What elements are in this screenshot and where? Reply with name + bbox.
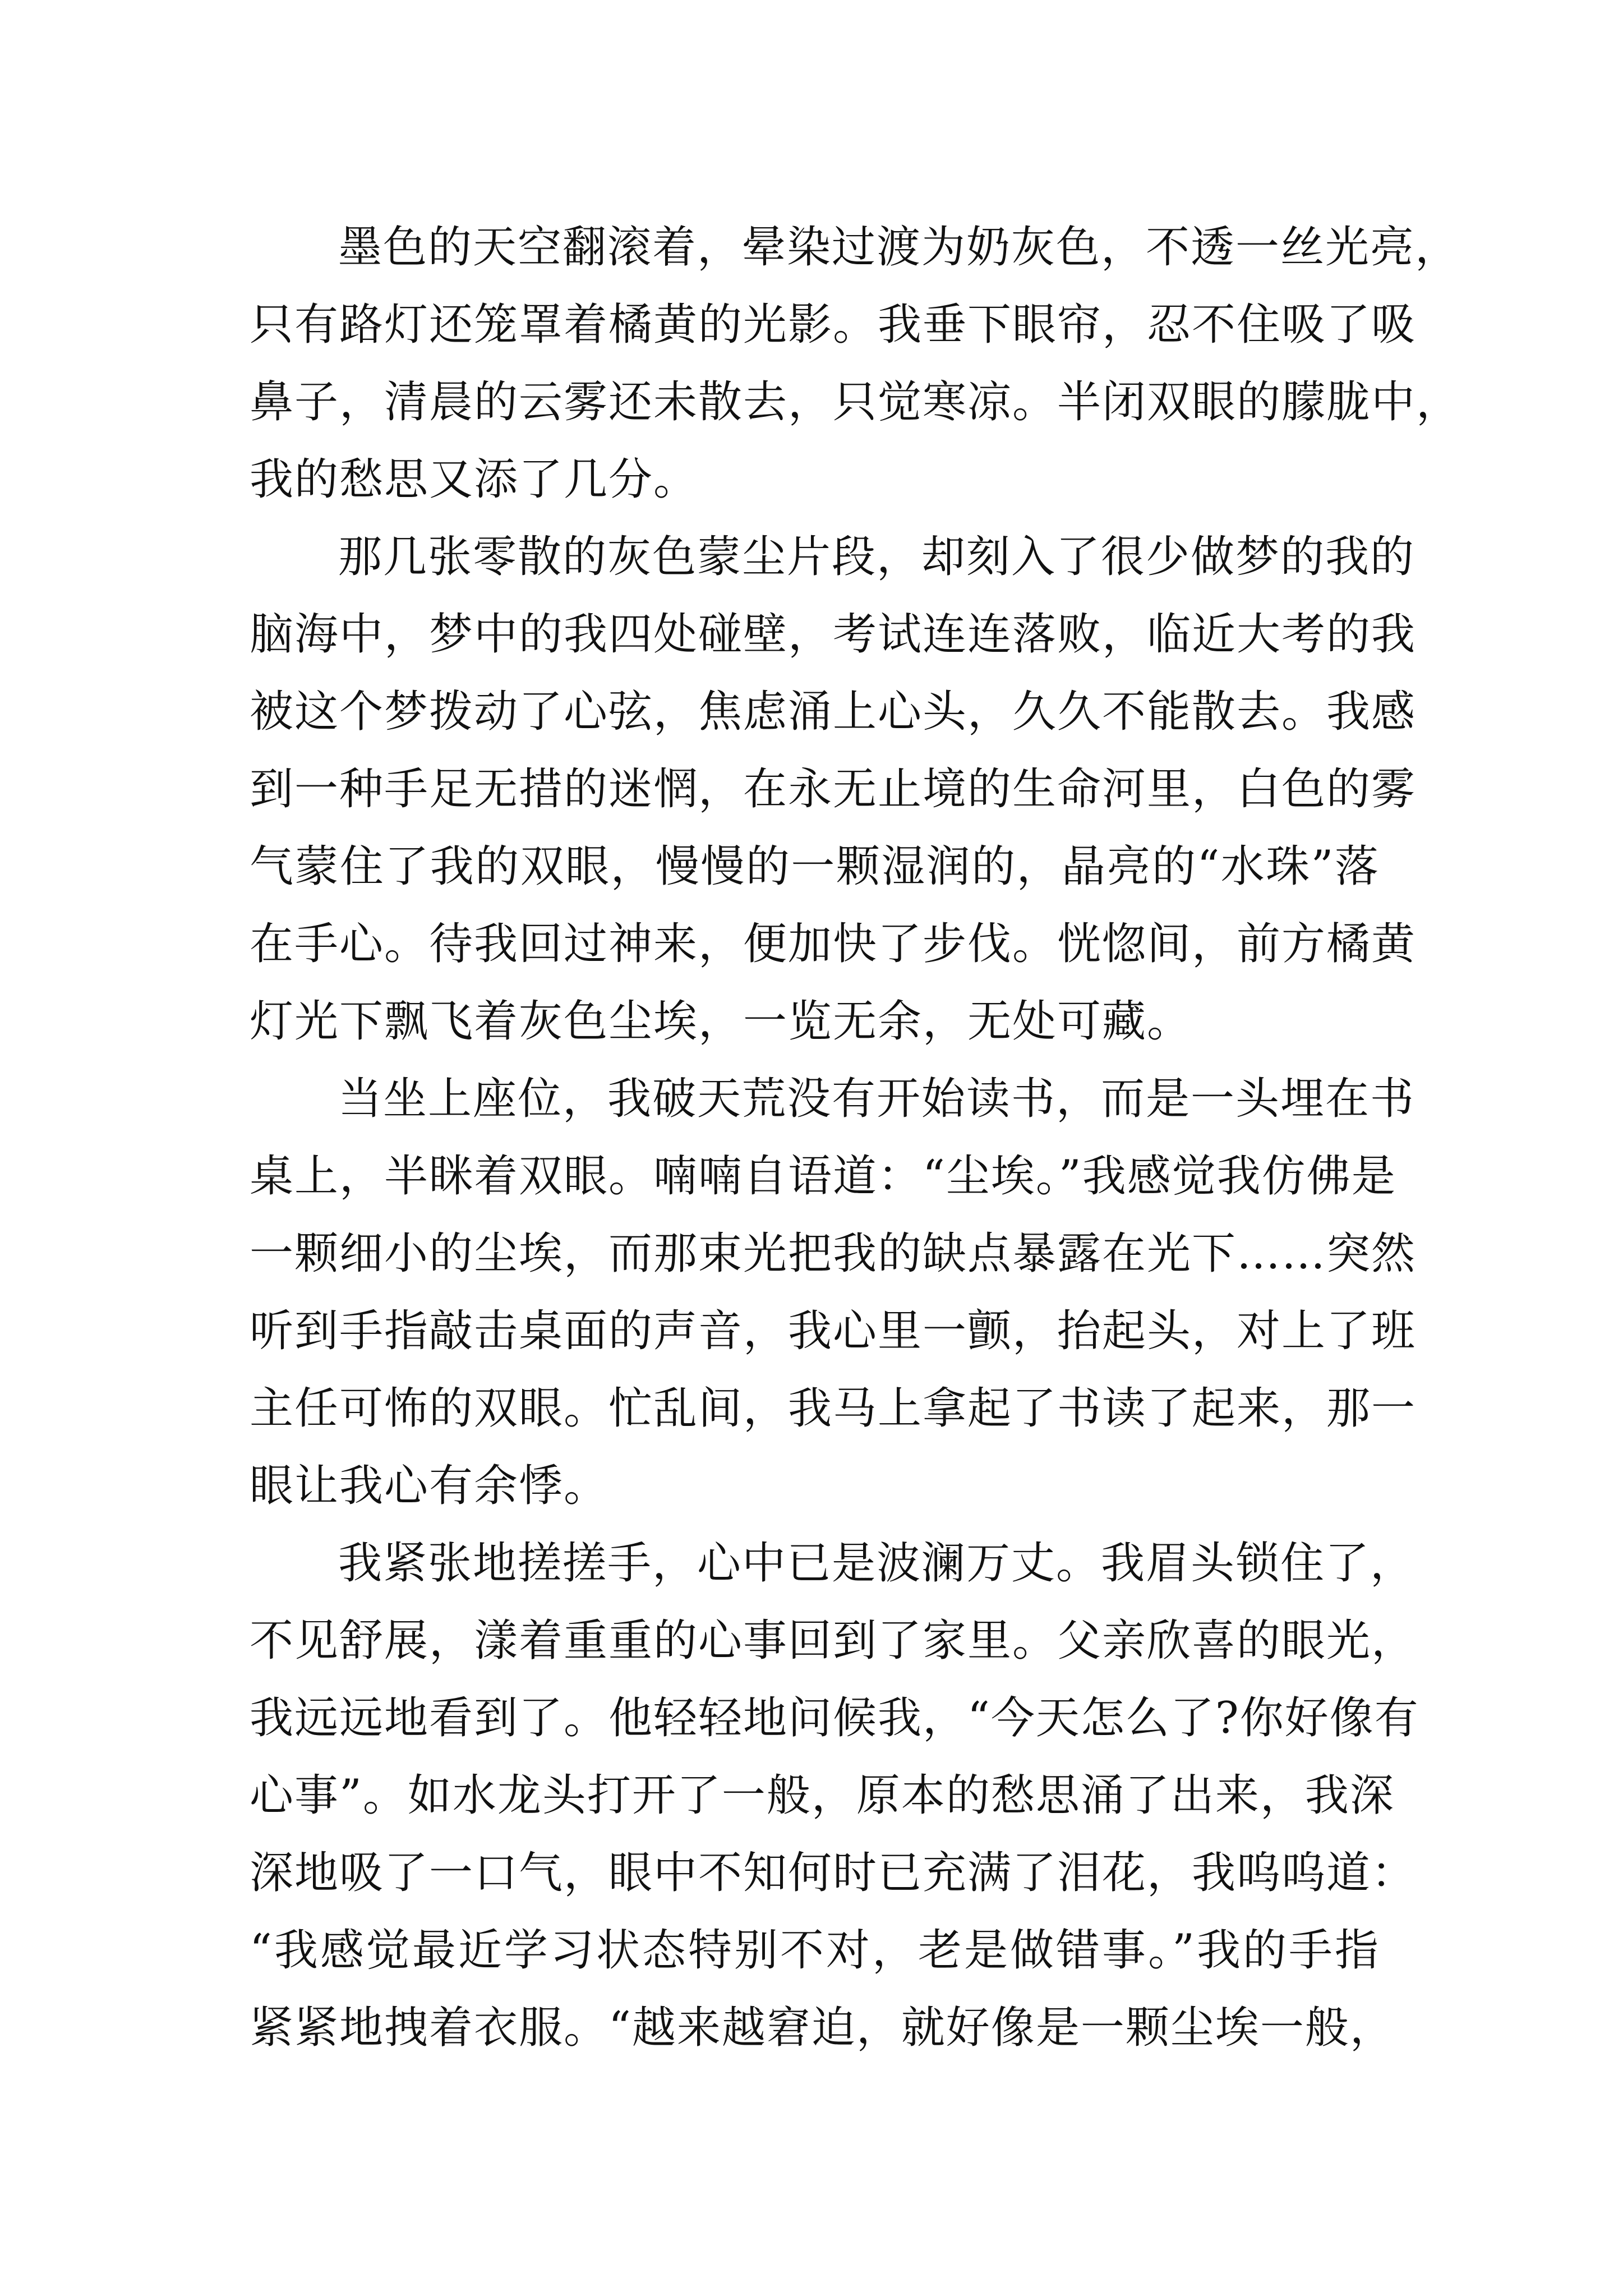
text-line: 桌上，半眯着双眼。喃喃自语道：“尘埃。”我感觉我仿佛是 [250, 1151, 1396, 1202]
text-line: 我的愁思又添了几分。 [250, 454, 699, 505]
text-line: 在手心。待我回过神来，便加快了步伐。恍惚间，前方橘黄 [250, 919, 1417, 969]
paragraph-2 [250, 518, 1417, 1060]
text-line: 心事”。如水龙头打开了一般，原本的愁思涌了出来，我深 [250, 1770, 1395, 1821]
paragraph-4 [250, 1525, 1419, 2067]
paragraph-3 [250, 1060, 1417, 1525]
document-body [250, 209, 1461, 2067]
text-line: 深地吸了一口气，眼中不知何时已充满了泪花，我呜呜道： [250, 1848, 1417, 1898]
text-line: 只有路灯还笼罩着橘黄的光影。我垂下眼帘，忍不住吸了吸 [250, 300, 1417, 350]
text-line: 紧紧地拽着衣服。“越来越窘迫，就好像是一颗尘埃一般， [250, 2003, 1395, 2053]
text-line: 我紧张地搓搓手，心中已是波澜万丈。我眉头锁住了， [338, 1538, 1415, 1589]
text-line: 墨色的天空翻滚着，晕染过渡为奶灰色，不透一丝光亮， [338, 222, 1460, 273]
text-line: 到一种手足无措的迷惘，在永无止境的生命河里，白色的雾 [250, 764, 1417, 815]
text-line: 一颗细小的尘埃，而那束光把我的缺点暴露在光下……突然 [250, 1228, 1417, 1279]
text-line: 鼻子，清晨的云雾还未散去，只觉寒凉。半闭双眼的朦胧中， [250, 377, 1461, 427]
text-line: 脑海中，梦中的我四处碰壁，考试连连落败，临近大考的我 [250, 609, 1417, 660]
paragraph-1 [250, 209, 1461, 518]
text-line: 当坐上座位，我破天荒没有开始读书，而是一头埋在书 [338, 1074, 1415, 1124]
text-line: 那几张零散的灰色蒙尘片段，却刻入了很少做梦的我的 [338, 532, 1415, 582]
text-line: 眼让我心有余悸。 [250, 1461, 609, 1511]
text-line: 气蒙住了我的双眼，慢慢的一颗湿润的，晶亮的“水珠”落 [250, 841, 1380, 892]
text-line: 听到手指敲击桌面的声音，我心里一颤，抬起头，对上了班 [250, 1306, 1417, 1356]
text-line: 灯光下飘飞着灰色尘埃，一览无余，无处可藏。 [250, 996, 1192, 1047]
text-line: 我远远地看到了。他轻轻地问候我，“今天怎么了?你好像有 [250, 1693, 1419, 1743]
text-line: “我感觉最近学习状态特别不对，老是做错事。”我的手指 [250, 1925, 1380, 1976]
text-line: 不见舒展，漾着重重的心事回到了家里。父亲欣喜的眼光， [250, 1616, 1417, 1666]
text-line: 被这个梦拨动了心弦，焦虑涌上心头，久久不能散去。我感 [250, 687, 1417, 737]
text-line: 主任可怖的双眼。忙乱间，我马上拿起了书读了起来，那一 [250, 1383, 1417, 1434]
